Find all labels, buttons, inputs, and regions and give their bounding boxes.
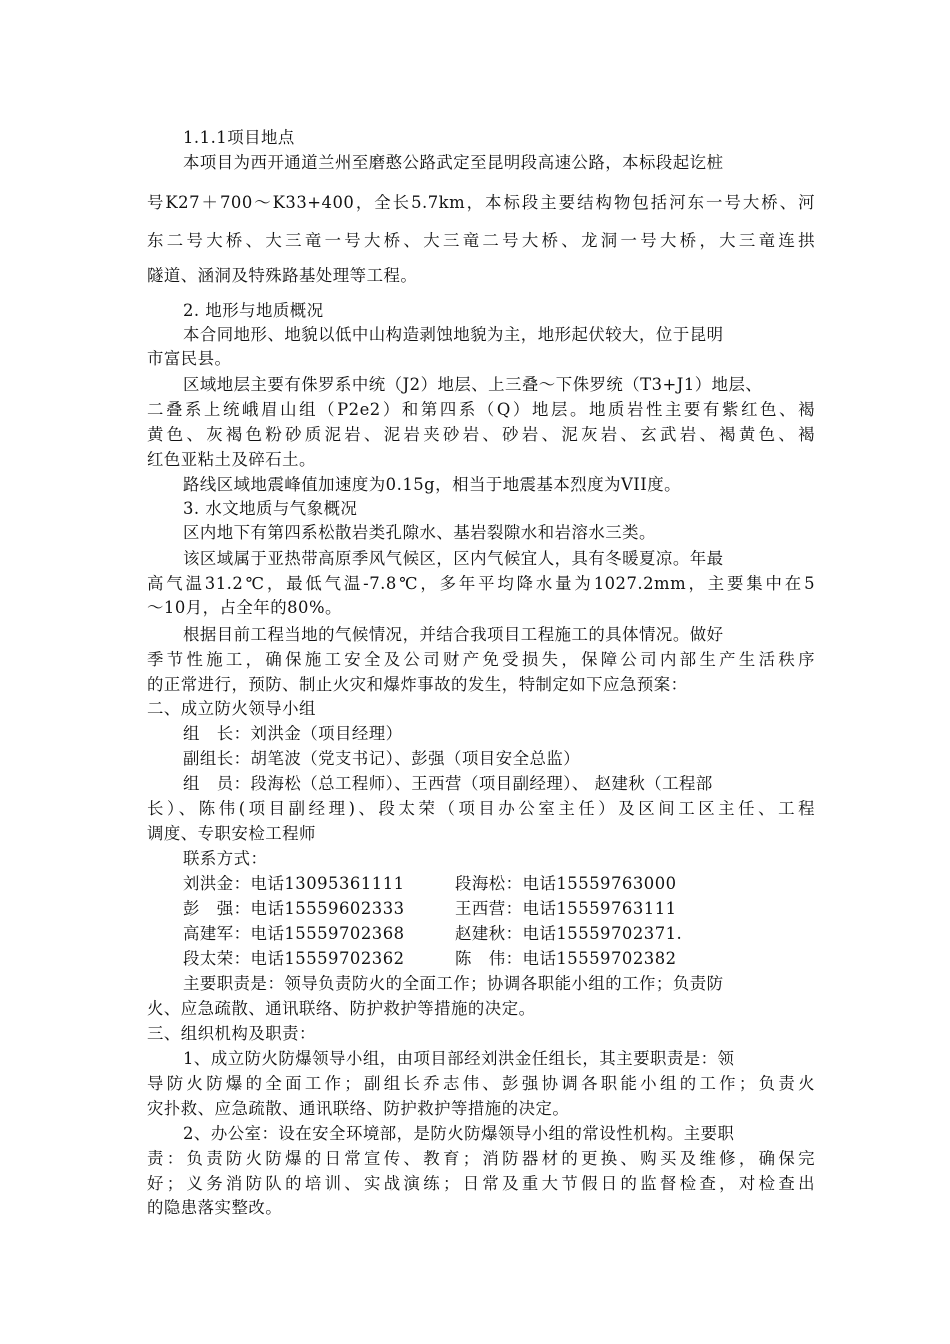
paragraph-line: 的隐患落实整改。 xyxy=(147,1198,283,1217)
paragraph-line: 季节性施工，确保施工安全及公司财产免受损失，保障公司内部生产生活秩序 xyxy=(147,650,815,669)
paragraph-line: 好；义务消防队的培训、实战演练；日常及重大节假日的监督检查，对检查出 xyxy=(147,1174,815,1193)
paragraph-line: 本项目为西开通道兰州至磨憨公路武定至昆明段高速公路，本标段起讫桩 xyxy=(183,153,724,172)
paragraph-line: 1、成立防火防爆领导小组，由项目部经刘洪金任组长，其主要职责是：领 xyxy=(183,1049,735,1068)
contact-entry: 陈 伟：电话15559702382 xyxy=(455,949,677,968)
paragraph-line: 二叠系上统峨眉山组（P2e2）和第四系（Q）地层。地质岩性主要有紫红色、褐 xyxy=(147,400,815,419)
section-title-group: 二、成立防火领导小组 xyxy=(147,699,316,718)
group-members: 调度、专职安检工程师 xyxy=(147,824,316,843)
paragraph-line: 主要职责是：领导负责防火的全面工作；协调各职能小组的工作；负责防 xyxy=(183,974,724,993)
paragraph-line: 该区域属于亚热带高原季风气候区，区内气候宜人，具有冬暖夏凉。年最 xyxy=(183,549,724,568)
contact-entry: 赵建秋：电话15559702371. xyxy=(455,924,683,943)
paragraph-line: 东二号大桥、大三竜一号大桥、大三竜二号大桥、龙洞一号大桥，大三竜连拱 xyxy=(147,231,815,250)
paragraph-line: 火、应急疏散、通讯联络、防护救护等措施的决定。 xyxy=(147,999,536,1018)
section-title-org: 三、组织机构及职责： xyxy=(147,1024,316,1043)
group-members: 长）、陈伟(项目副经理)、段太荣（项目办公室主任）及区间工区主任、工程 xyxy=(147,799,815,818)
paragraph-line: 隧道、涵洞及特殊路基处理等工程。 xyxy=(147,266,418,285)
section-title-location: 1.1.1项目地点 xyxy=(183,128,295,147)
contact-entry: 王西营：电话15559763111 xyxy=(455,899,677,918)
section-title-hydro: 3. 水文地质与气象概况 xyxy=(183,499,358,518)
paragraph-line: ～10月，占全年的80%。 xyxy=(147,598,342,617)
section-title-terrain: 2. 地形与地质概况 xyxy=(183,301,324,320)
paragraph-line: 号K27＋700～K33+400，全长5.7km，本标段主要结构物包括河东一号大桥、河 xyxy=(147,193,815,212)
contact-label: 联系方式： xyxy=(183,849,268,868)
group-deputy: 副组长：胡笔波（党支书记）、彭强（项目安全总监） xyxy=(183,749,581,768)
paragraph-line: 的正常进行，预防、制止火灾和爆炸事故的发生，特制定如下应急预案： xyxy=(147,675,688,694)
paragraph-line: 区内地下有第四系松散岩类孔隙水、基岩裂隙水和岩溶水三类。 xyxy=(183,523,656,542)
paragraph-line: 区域地层主要有侏罗系中统（J2）地层、上三叠～下侏罗统（T3+J1）地层、 xyxy=(183,375,763,394)
paragraph-line: 灾扑救、应急疏散、通讯联络、防护救护等措施的决定。 xyxy=(147,1099,570,1118)
group-members: 组 员：段海松（总工程师）、王西营（项目副经理）、 赵建秋（工程部 xyxy=(183,774,713,793)
contact-entry: 段太荣：电话15559702362 xyxy=(183,949,405,968)
contact-entry: 段海松：电话15559763000 xyxy=(455,874,677,893)
paragraph-line: 红色亚粘土及碎石土。 xyxy=(147,450,316,469)
contact-entry: 刘洪金：电话13095361111 xyxy=(183,874,405,893)
contact-entry: 高建军：电话15559702368 xyxy=(183,924,405,943)
paragraph-line: 高气温31.2℃，最低气温-7.8℃，多年平均降水量为1027.2mm，主要集中在5 xyxy=(147,574,815,593)
paragraph-line: 路线区域地震峰值加速度为0.15g，相当于地震基本烈度为VII度。 xyxy=(183,475,682,494)
paragraph-line: 本合同地形、地貌以低中山构造剥蚀地貌为主，地形起伏较大，位于昆明 xyxy=(183,325,724,344)
paragraph-line: 2、办公室：设在安全环境部，是防火防爆领导小组的常设性机构。主要职 xyxy=(183,1124,735,1143)
paragraph-line: 导防火防爆的全面工作；副组长乔志伟、彭强协调各职能小组的工作；负责火 xyxy=(147,1074,815,1093)
paragraph-line: 根据目前工程当地的气候情况，并结合我项目工程施工的具体情况。做好 xyxy=(183,625,724,644)
paragraph-line: 市富民县。 xyxy=(147,349,232,368)
paragraph-line: 黄色、灰褐色粉砂质泥岩、泥岩夹砂岩、砂岩、泥灰岩、玄武岩、褐黄色、褐 xyxy=(147,425,815,444)
contact-entry: 彭 强：电话15559602333 xyxy=(183,899,405,918)
paragraph-line: 责：负责防火防爆的日常宣传、教育；消防器材的更换、购买及维修，确保完 xyxy=(147,1149,815,1168)
group-leader: 组 长：刘洪金（项目经理） xyxy=(183,724,403,743)
